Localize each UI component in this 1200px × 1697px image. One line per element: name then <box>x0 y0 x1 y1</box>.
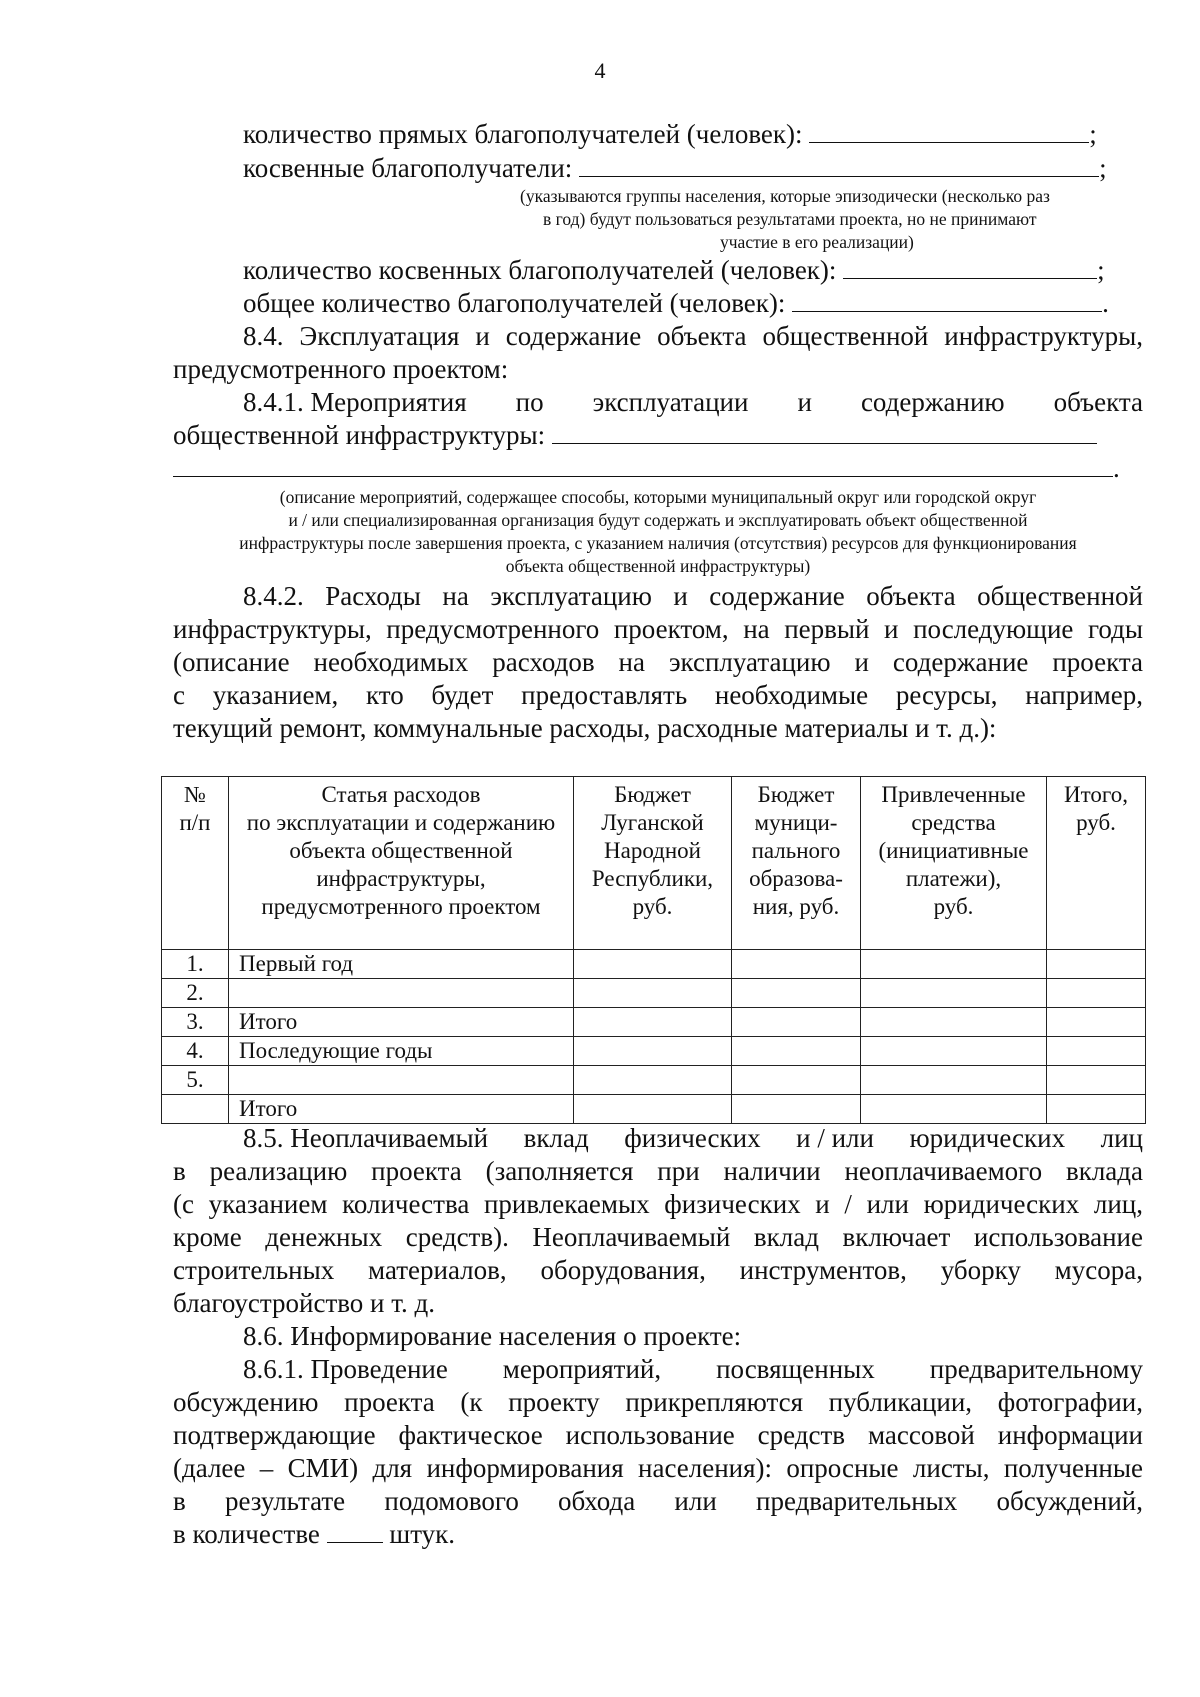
s8-6-line-1: 8.6. Информирование населения о проекте: <box>243 1321 742 1351</box>
cell-lnr[interactable] <box>574 1037 732 1066</box>
s8-4-1-line-1: 8.4.1. Мероприятия по эксплуатации и содержанию объекта <box>243 387 1143 417</box>
costs-table <box>161 776 1146 1124</box>
indirect-count-line <box>243 254 1105 287</box>
s8-4-2-line-4: с указанием, кто будет предоставлять необходимые ресурсы, например, <box>173 680 1143 710</box>
s8-4-2-line-1: 8.4.2. Расходы на эксплуатацию и содержание объекта общественной <box>243 581 1143 611</box>
cell-attracted[interactable] <box>861 1008 1047 1037</box>
cell-attracted[interactable] <box>861 979 1047 1008</box>
cell-lnr[interactable] <box>574 1095 732 1124</box>
s8-4-line-2: предусмотренного проектом: <box>173 354 509 384</box>
s8-4-1-line-2: общественной инфраструктуры: <box>173 419 1097 452</box>
row-item: Последующие годы <box>229 1037 574 1066</box>
cell-lnr[interactable] <box>574 1008 732 1037</box>
s8-6-1-line-4: (далее – СМИ) для информирования населения): опросные листы, полученные <box>173 1453 1143 1483</box>
table-row <box>162 1066 1146 1095</box>
indirect-beneficiaries-note-3: участие в его реализации) <box>720 232 914 252</box>
s8-4-line-1: 8.4. Эксплуатация и содержание объекта общественной инфраструктуры, <box>243 321 1143 351</box>
cell-lnr[interactable] <box>574 1066 732 1095</box>
cell-lnr[interactable] <box>574 950 732 979</box>
row-num: 2. <box>162 979 229 1008</box>
table-row <box>162 950 1146 979</box>
s8-4-2-line-2: инфраструктуры, предусмотренного проектом, на первый и последующие годы <box>173 614 1143 644</box>
direct-beneficiaries-label: количество прямых благополучателей (человек): <box>243 119 803 149</box>
row-item: Итого <box>229 1095 574 1124</box>
total-count-end: . <box>1102 288 1109 318</box>
s8-4-1-note-3: инфраструктуры после завершения проекта, с указанием наличия (отсутствия) ресурсов для функционирования <box>239 533 1077 553</box>
indirect-beneficiaries-note-1: (указываются группы населения, которые эпизодически (несколько раз <box>520 186 1050 206</box>
s8-6-1-line-1: 8.6.1. Проведение мероприятий, посвященных предварительному <box>243 1354 1143 1384</box>
row-item[interactable] <box>229 1066 574 1095</box>
cell-total[interactable] <box>1047 979 1146 1008</box>
s8-5-line-5: строительных материалов, оборудования, инструментов, уборку мусора, <box>173 1255 1143 1285</box>
cell-total[interactable] <box>1047 1095 1146 1124</box>
total-count-line <box>243 287 1109 320</box>
s8-5-line-3: (с указанием количества привлекаемых физических и / или юридических лиц, <box>173 1189 1143 1219</box>
table-header-row <box>162 777 1146 950</box>
cell-total[interactable] <box>1047 1008 1146 1037</box>
direct-beneficiaries-line <box>243 118 1097 151</box>
s8-6-1-line-2: обсуждению проекта (к проекту прикрепляются публикации, фотографии, <box>173 1387 1143 1417</box>
cell-total[interactable] <box>1047 950 1146 979</box>
s8-6-1-line-5: в результате подомового обхода или предварительных обсуждений, <box>173 1486 1143 1516</box>
cell-municipal[interactable] <box>732 1037 861 1066</box>
s8-4-1-line-3: . <box>173 452 1120 485</box>
row-item: Первый год <box>229 950 574 979</box>
cell-attracted[interactable] <box>861 1066 1047 1095</box>
row-num <box>162 1095 229 1124</box>
row-num: 5. <box>162 1066 229 1095</box>
s8-6-1-line-6: в количестве штук. <box>173 1519 456 1549</box>
cell-municipal[interactable] <box>732 950 861 979</box>
cell-attracted[interactable] <box>861 1037 1047 1066</box>
s8-5-line-2: в реализацию проекта (заполняется при наличии неоплачиваемого вклада <box>173 1156 1143 1186</box>
s8-4-1-note-1: (описание мероприятий, содержащее способы, которыми муниципальный округ или городской округ <box>279 487 1037 507</box>
indirect-beneficiaries-label: косвенные благополучатели: <box>243 153 573 183</box>
cell-total[interactable] <box>1047 1037 1146 1066</box>
row-num: 1. <box>162 950 229 979</box>
indirect-beneficiaries-note-2: в год) будут пользоваться результатами проекта, но не принимают <box>543 209 1037 229</box>
header-item: Статья расходов по эксплуатации и содержанию объекта общественной инфраструктуры, предусмотренного проектом <box>229 777 574 950</box>
s8-6-1-count-blank[interactable] <box>327 1518 383 1543</box>
table-row <box>162 1008 1146 1037</box>
row-num: 3. <box>162 1008 229 1037</box>
s8-4-1-note-2: и / или специализированная организация будут содержать и эксплуатировать объект общественной <box>288 510 1028 530</box>
direct-beneficiaries-blank[interactable] <box>809 118 1089 143</box>
direct-beneficiaries-end: ; <box>1089 119 1097 149</box>
cell-municipal[interactable] <box>732 1095 861 1124</box>
s8-4-1-blank-2[interactable] <box>173 452 1113 477</box>
cell-lnr[interactable] <box>574 979 732 1008</box>
table-row <box>162 979 1146 1008</box>
row-num: 4. <box>162 1037 229 1066</box>
s8-5-line-6: благоустройство и т. д. <box>173 1288 436 1318</box>
total-count-blank[interactable] <box>792 287 1102 312</box>
cell-attracted[interactable] <box>861 1095 1047 1124</box>
s8-5-line-4: кроме денежных средств). Неоплачиваемый вклад включает использование <box>173 1222 1143 1252</box>
header-attracted-funds: Привлеченные средства (инициативные платежи), руб. <box>861 777 1047 950</box>
indirect-count-label: количество косвенных благополучателей (человек): <box>243 255 837 285</box>
cell-attracted[interactable] <box>861 950 1047 979</box>
cell-municipal[interactable] <box>732 1066 861 1095</box>
header-lnr-budget: Бюджет Луганской Народной Республики, руб. <box>574 777 732 950</box>
s8-4-2-line-3: (описание необходимых расходов на эксплуатацию и содержание проекта <box>173 647 1143 677</box>
s8-6-1-line-3: подтверждающие фактическое использование средств массовой информации <box>173 1420 1143 1450</box>
indirect-beneficiaries-end: ; <box>1099 153 1107 183</box>
s8-4-2-line-5: текущий ремонт, коммунальные расходы, расходные материалы и т. д.): <box>173 713 997 743</box>
s8-5-line-1: 8.5. Неоплачиваемый вклад физических и / или юридических лиц <box>243 1123 1143 1153</box>
header-municipal-budget: Бюджет муници- пального образова- ния, руб. <box>732 777 861 950</box>
s8-4-1-note-4: объекта общественной инфраструктуры) <box>505 556 811 576</box>
table-row <box>162 1095 1146 1124</box>
total-count-label: общее количество благополучателей (человек): <box>243 288 786 318</box>
cell-total[interactable] <box>1047 1066 1146 1095</box>
header-num: № п/п <box>162 777 229 950</box>
table-row <box>162 1037 1146 1066</box>
indirect-beneficiaries-line <box>243 152 1107 185</box>
s8-4-1-blank-1[interactable] <box>552 419 1097 444</box>
row-item[interactable] <box>229 979 574 1008</box>
cell-municipal[interactable] <box>732 1008 861 1037</box>
indirect-beneficiaries-blank[interactable] <box>579 152 1099 177</box>
indirect-count-blank[interactable] <box>843 254 1097 279</box>
indirect-count-end: ; <box>1097 255 1105 285</box>
header-total: Итого, руб. <box>1047 777 1146 950</box>
row-item: Итого <box>229 1008 574 1037</box>
page-number: 4 <box>594 58 606 83</box>
cell-municipal[interactable] <box>732 979 861 1008</box>
